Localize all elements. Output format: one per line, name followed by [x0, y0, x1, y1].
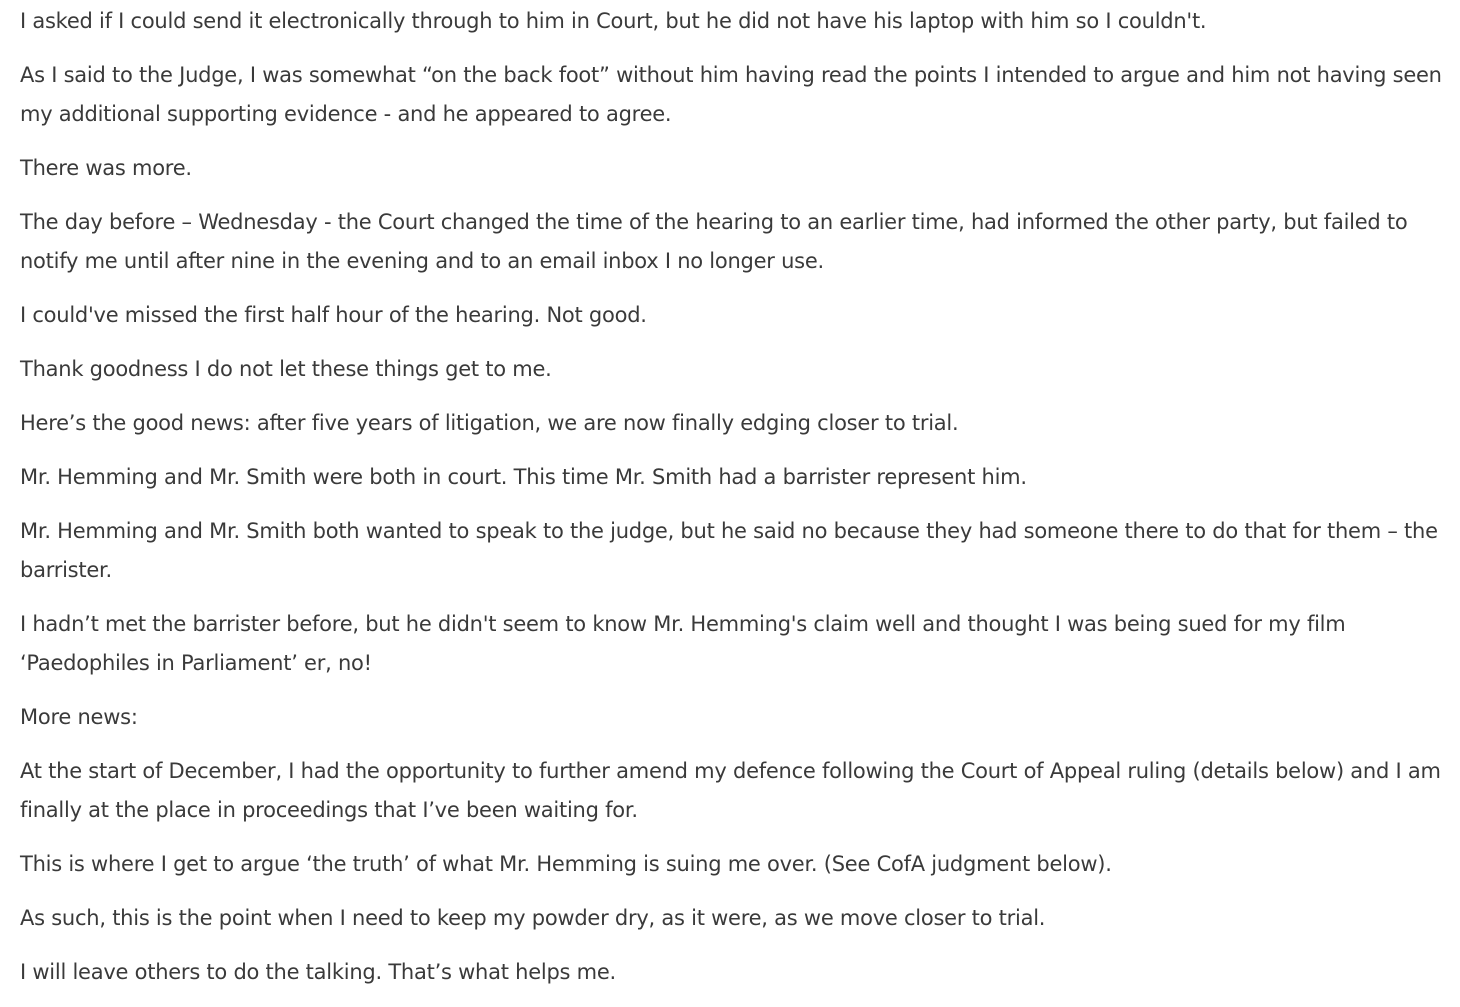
- paragraph-14: As such, this is the point when I need to keep my powder dry, as it were, as we move closer to trial.: [20, 906, 1046, 930]
- paragraph-3: There was more.: [20, 156, 192, 180]
- paragraph-4: The day before – Wednesday - the Court changed the time of the hearing to an earlier time, had informed the other party, but failed to notify me until after nine in the evening and to an email inbox I no longer use.: [20, 210, 1408, 273]
- paragraph-2: As I said to the Judge, I was somewhat “on the back foot” without him having read the points I intended to argue and him not having seen my additional supporting evidence - and he appeared to agree.: [20, 63, 1442, 126]
- paragraph-5: I could've missed the first half hour of the hearing. Not good.: [20, 303, 647, 327]
- article-body: [20, 2, 1456, 1007]
- paragraph-9: Mr. Hemming and Mr. Smith both wanted to speak to the judge, but he said no because they had someone there to do that for them – the barrister.: [20, 519, 1438, 582]
- paragraph-1: I asked if I could send it electronically through to him in Court, but he did not have his laptop with him so I couldn't.: [20, 9, 1207, 33]
- paragraph-12: At the start of December, I had the opportunity to further amend my defence following the Court of Appeal ruling (details below) and I am finally at the place in proceedings that I’ve been waiting for.: [20, 759, 1441, 822]
- paragraph-8: Mr. Hemming and Mr. Smith were both in court. This time Mr. Smith had a barrister represent him.: [20, 465, 1027, 489]
- paragraph-10: I hadn’t met the barrister before, but he didn't seem to know Mr. Hemming's claim well and thought I was being sued for my film ‘Paedophiles in Parliament’ er, no!: [20, 612, 1346, 675]
- paragraph-11: More news:: [20, 705, 138, 729]
- paragraph-7: Here’s the good news: after five years of litigation, we are now finally edging closer to trial.: [20, 411, 959, 435]
- paragraph-6: Thank goodness I do not let these things get to me.: [20, 357, 552, 381]
- paragraph-13: This is where I get to argue ‘the truth’ of what Mr. Hemming is suing me over. (See CofA judgment below).: [20, 852, 1112, 876]
- paragraph-15: I will leave others to do the talking. That’s what helps me.: [20, 960, 616, 984]
